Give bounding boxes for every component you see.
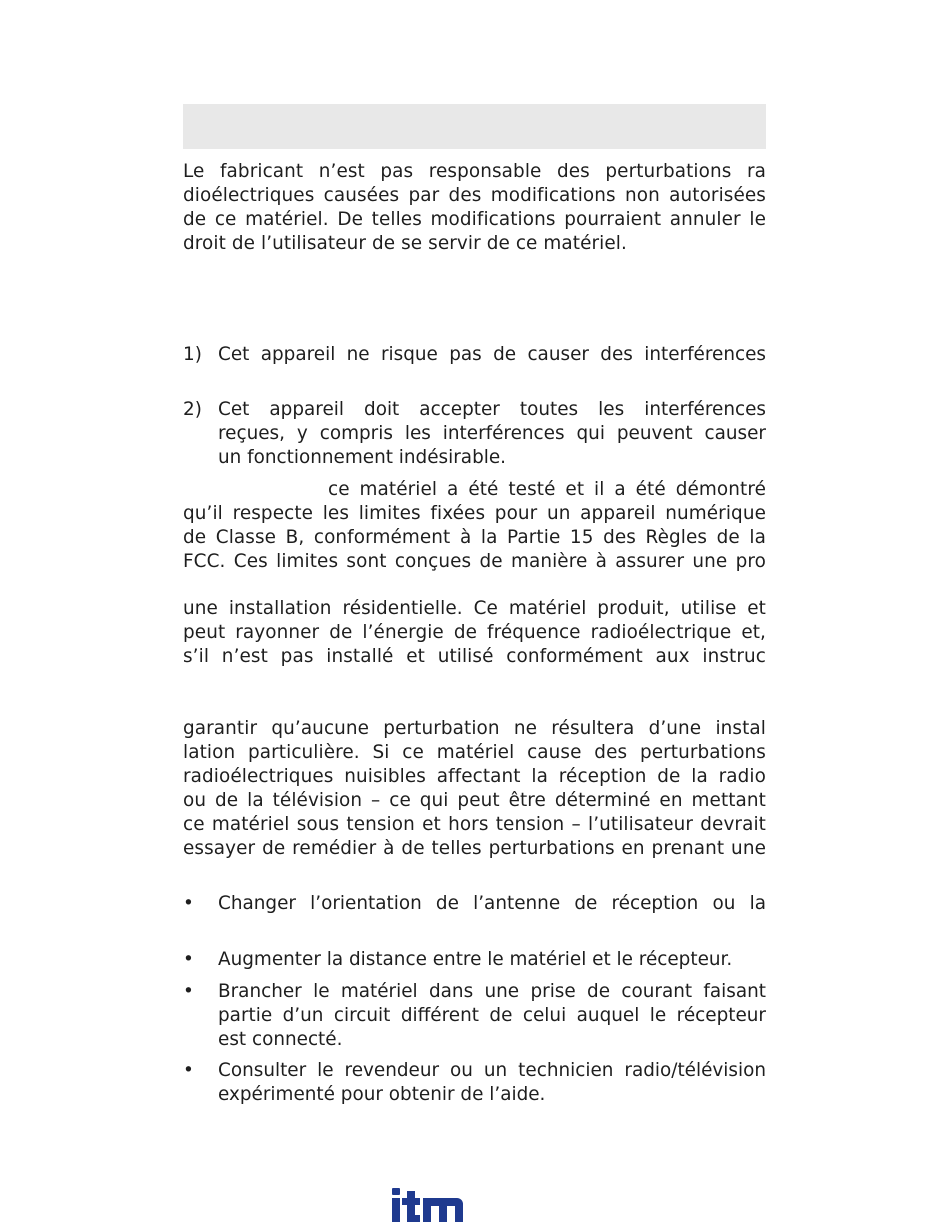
itm-logo — [391, 1188, 463, 1222]
text-line: peut rayonner de l’énergie de fréquence radioélectrique et, — [183, 622, 766, 643]
bullet-item-3 — [183, 980, 766, 1052]
bullet-item-2 — [183, 948, 766, 972]
text-line: reçues, y compris les interférences qui peuvent causer — [218, 423, 766, 444]
text-line: de Classe B, conformément à la Partie 15 des Règles de la — [183, 527, 766, 548]
text-line: lation particulière. Si ce matériel cause des perturbations — [183, 742, 766, 763]
text-line: de ce matériel. De telles modifications pourraient annuler le — [183, 209, 766, 230]
text-line: partie d’un circuit différent de celui auquel le récepteur — [218, 1005, 766, 1026]
text-line: FCC. Ces limites sont conçues de manière à assurer une pro — [183, 551, 766, 572]
paragraph-interference-remedy — [183, 717, 766, 861]
text-line: ou de la télévision – ce qui peut être déterminé en mettant — [183, 790, 766, 811]
bullet-marker: • — [183, 981, 194, 1002]
text-line: est connecté. — [218, 1029, 343, 1050]
text-line: Cet appareil ne risque pas de causer des interférences — [218, 344, 766, 365]
text-line: s’il n’est pas installé et utilisé conformément aux instruc — [183, 646, 766, 667]
paragraph-manufacturer-liability — [183, 160, 766, 256]
text-line: Augmenter la distance entre le matériel et le récepteur. — [218, 949, 733, 970]
bullet-marker: • — [183, 949, 194, 970]
text-line: Cet appareil doit accepter toutes les interférences — [218, 399, 766, 420]
text-line: garantir qu’aucune perturbation ne résultera d’une instal — [183, 718, 766, 739]
text-line: droit de l’utilisateur de se servir de ce matériel. — [183, 233, 627, 254]
text-line: qu’il respecte les limites fixées pour un appareil numérique — [183, 503, 766, 524]
text-line: ce matériel a été testé et il a été démontré — [328, 479, 766, 500]
paragraph-residential-installation — [183, 597, 766, 669]
bullet-item-1 — [183, 892, 766, 916]
text-line: un fonctionnement indésirable. — [218, 447, 507, 468]
bullet-marker: • — [183, 1060, 194, 1081]
item-number: 2) — [183, 399, 202, 420]
text-line: ce matériel sous tension et hors tension – l’utilisateur devrait — [183, 814, 766, 835]
header-bar — [183, 104, 766, 149]
text-line: dioélectriques causées par des modifications non autorisées — [183, 185, 766, 206]
text-line: radioélectriques nuisibles affectant la réception de la radio — [183, 766, 766, 787]
text-line: Consulter le revendeur ou un technicien radio/télévision — [218, 1060, 766, 1081]
text-line: une installation résidentielle. Ce matériel produit, utilise et — [183, 598, 766, 619]
numbered-item-1 — [183, 343, 766, 367]
text-line: essayer de remédier à de telles perturbations en prenant une — [183, 838, 766, 859]
paragraph-class-b-test — [183, 478, 766, 574]
item-number: 1) — [183, 344, 202, 365]
bullet-marker: • — [183, 893, 194, 914]
text-line: expérimenté pour obtenir de l’aide. — [218, 1084, 546, 1105]
text-line: Brancher le matériel dans une prise de courant faisant — [218, 981, 766, 1002]
text-line: Le fabricant n’est pas responsable des perturbations ra — [183, 161, 766, 182]
text-line: Changer l’orientation de l’antenne de réception ou la — [218, 893, 766, 914]
bullet-item-4 — [183, 1059, 766, 1107]
numbered-item-2 — [183, 398, 766, 470]
